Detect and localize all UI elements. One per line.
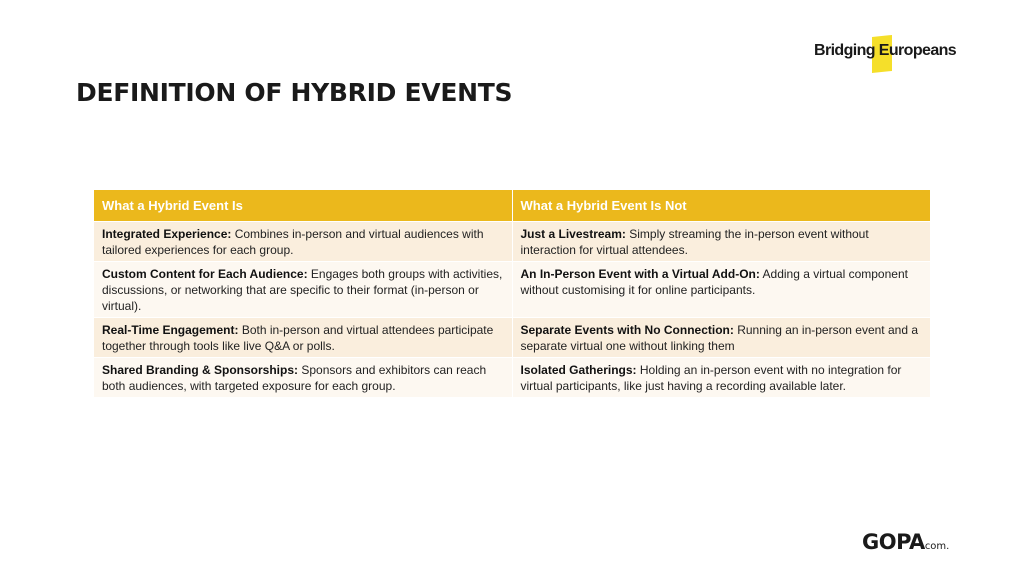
gopa-logo — [862, 530, 949, 554]
cell-desc: Holding an in-person event with no integration for virtual participants, like just having a recording available later. — [520, 363, 902, 393]
cell-is — [94, 222, 512, 262]
gopa-logo-main: GOPA — [862, 530, 925, 554]
cell-is — [94, 262, 512, 318]
table-row — [94, 262, 930, 318]
table-row — [94, 358, 930, 398]
table-row — [94, 222, 930, 262]
cell-term: Real-Time Engagement: — [102, 323, 239, 337]
cell-term: Just a Livestream: — [520, 227, 626, 241]
bridging-europeans-logo — [814, 40, 964, 76]
header-is: What a Hybrid Event Is — [94, 190, 512, 222]
logo-text: Bridging Europeans — [814, 42, 957, 59]
cell-is — [94, 318, 512, 358]
cell-desc: Engages both groups with activities, discussions, or networking that are specific to their format (in-person or virtual). — [102, 267, 503, 313]
comparison-table — [94, 190, 930, 397]
cell-term: Isolated Gatherings: — [520, 363, 637, 377]
cell-term: Integrated Experience: — [102, 227, 232, 241]
cell-term: An In-Person Event with a Virtual Add-On: — [520, 267, 760, 281]
cell-is-not — [512, 222, 930, 262]
cell-desc: Combines in-person and virtual audiences with tailored experiences for each group. — [102, 227, 484, 257]
cell-desc: Simply streaming the in-person event without interaction for virtual attendees. — [520, 227, 869, 257]
page-title: DEFINITION OF HYBRID EVENTS — [76, 78, 513, 107]
cell-is-not — [512, 262, 930, 318]
table-row — [94, 318, 930, 358]
cell-term: Custom Content for Each Audience: — [102, 267, 308, 281]
cell-desc: Both in-person and virtual attendees participate together through tools like live Q&A or polls. — [102, 323, 494, 353]
cell-desc: Adding a virtual component without customising it for online participants. — [520, 267, 908, 297]
cell-desc: Running an in-person event and a separate virtual one without linking them — [520, 323, 919, 353]
cell-is — [94, 358, 512, 398]
cell-term: Shared Branding & Sponsorships: — [102, 363, 299, 377]
cell-desc: Sponsors and exhibitors can reach both audiences, with targeted exposure for each group. — [102, 363, 487, 393]
cell-is-not — [512, 318, 930, 358]
cell-is-not — [512, 358, 930, 398]
header-is-not: What a Hybrid Event Is Not — [512, 190, 930, 222]
cell-term: Separate Events with No Connection: — [520, 323, 734, 337]
table-header-row — [94, 190, 930, 222]
gopa-logo-suffix: com. — [924, 541, 950, 552]
